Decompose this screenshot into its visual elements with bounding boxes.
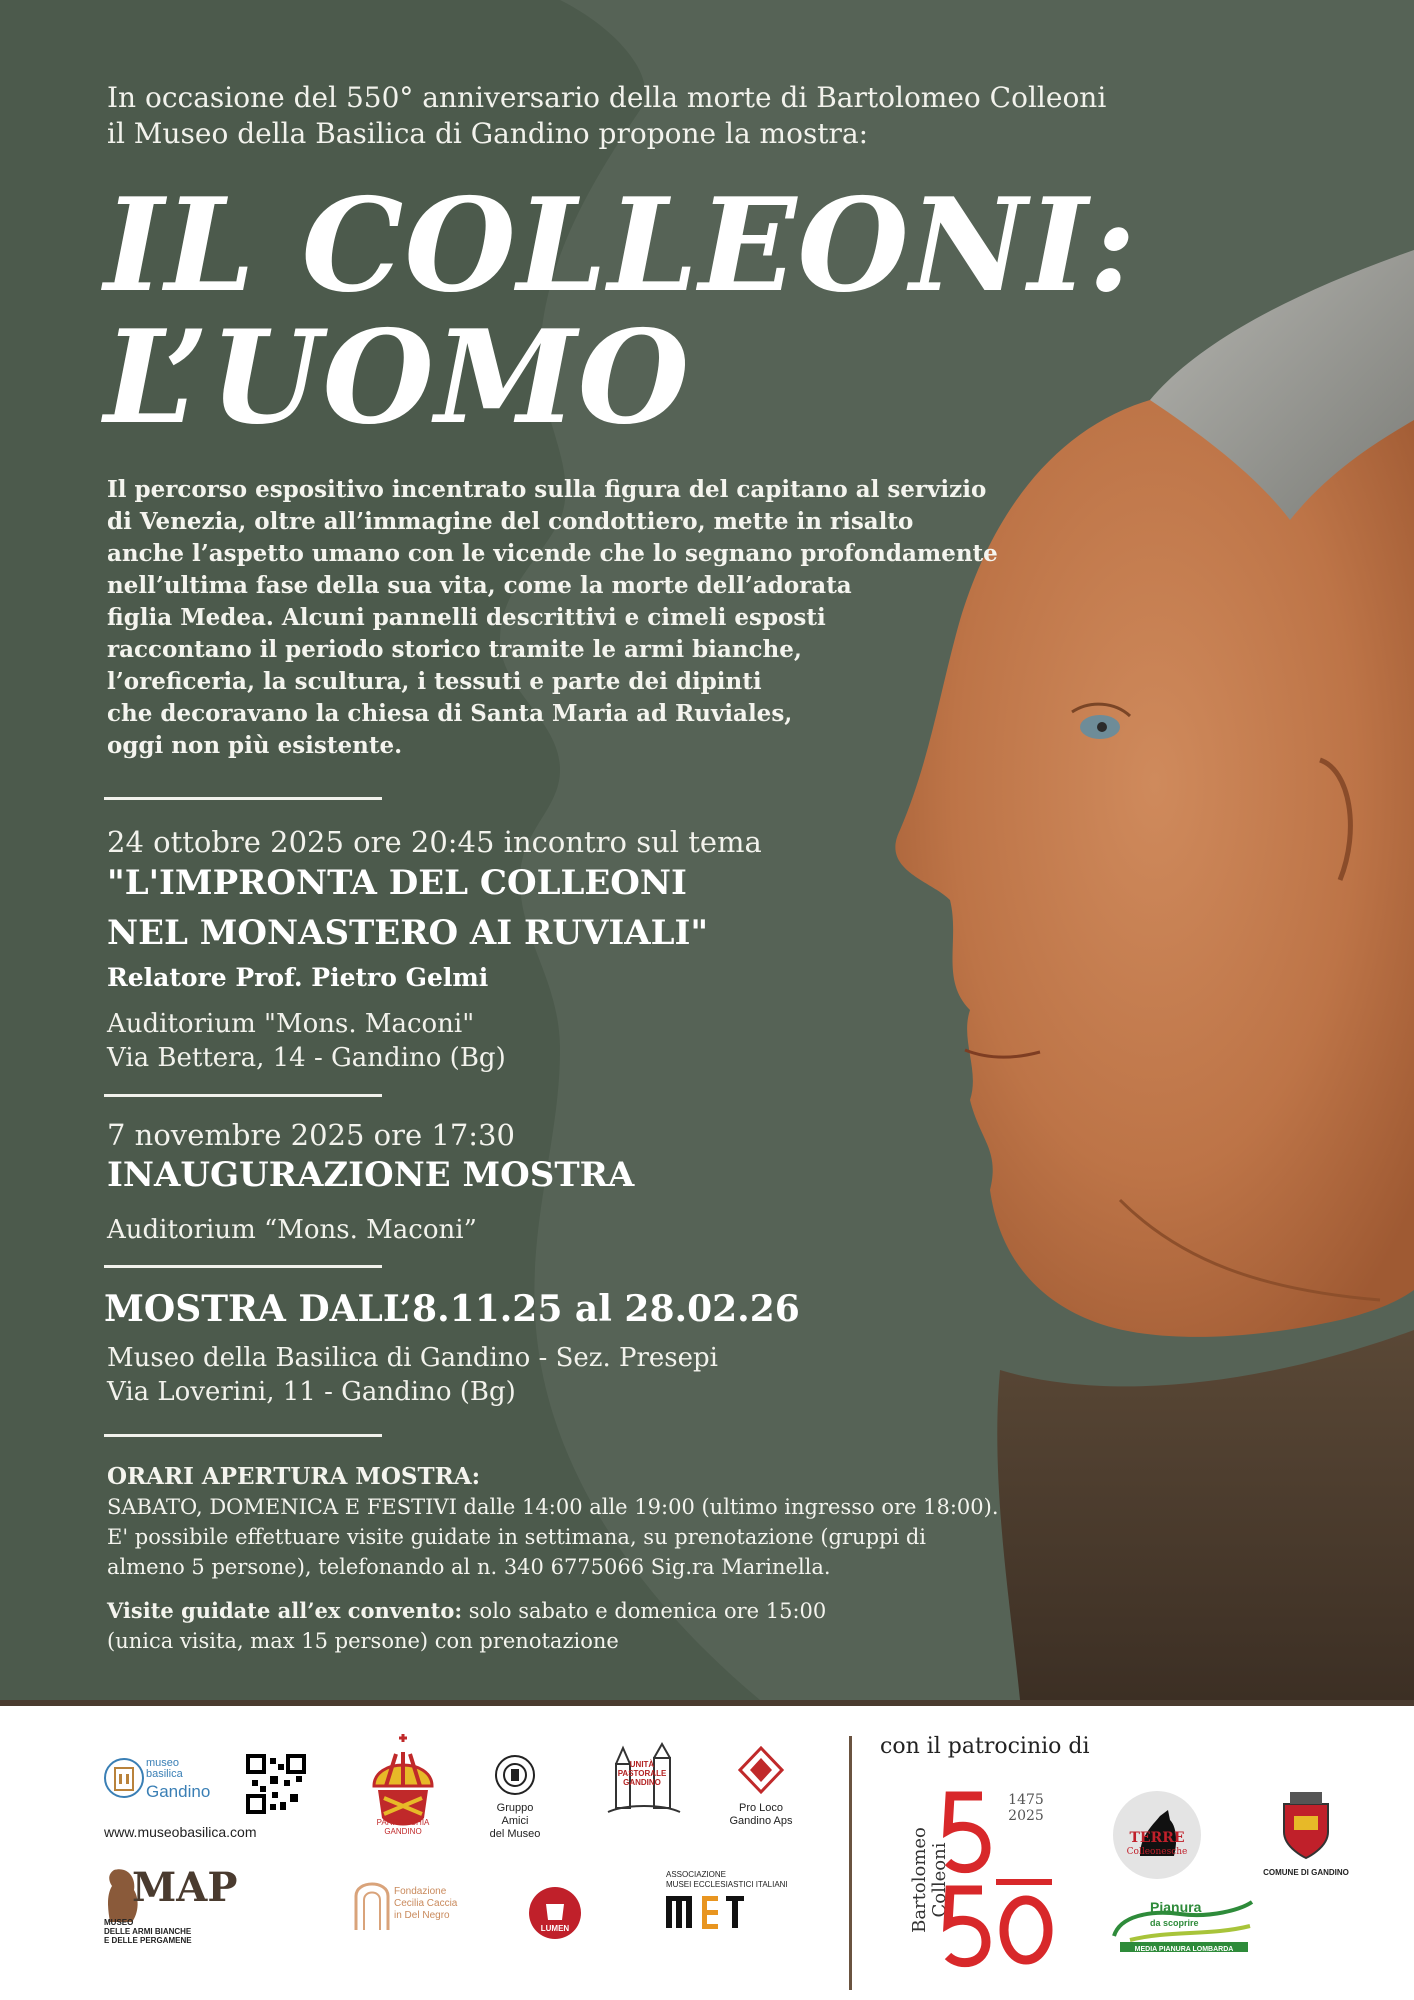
fondazione-word: Fondazione — [394, 1886, 447, 1897]
description-line: Il percorso espositivo incentrato sulla figura del capitano al servizio — [107, 476, 987, 503]
amei-word: ASSOCIAZIONE — [666, 1870, 727, 1879]
qr-code-icon[interactable] — [246, 1754, 306, 1814]
map-word: DELLE ARMI BIANCHE — [104, 1927, 192, 1936]
gruppo-amici-logo — [494, 1754, 536, 1796]
event1-speaker: Relatore Prof. Pietro Gelmi — [107, 963, 489, 992]
comune-caption: COMUNE DI GANDINO — [1263, 1868, 1349, 1877]
description-line: anche l’aspetto umano con le vicende che lo segnano profondamente — [107, 540, 998, 567]
hours-line-3: almeno 5 persone), telefonando al n. 340 6775066 Sig.ra Marinella. — [107, 1555, 831, 1579]
patronage-divider — [849, 1736, 852, 1990]
sponsor-footer — [0, 1706, 1414, 2000]
terre-word: TERRE — [1129, 1830, 1185, 1846]
map-word: E DELLE PERGAMENE — [104, 1936, 192, 1945]
pastorale-word: PASTORALE — [617, 1769, 667, 1778]
pro-loco-logo — [738, 1746, 784, 1796]
pastorale-word: UNITÀ — [629, 1760, 655, 1769]
pianura-subtitle: MEDIA PIANURA LOMBARDA — [1134, 1946, 1234, 1953]
amei-caption — [666, 1870, 826, 1890]
event1-title-line-1: "L'IMPRONTA DEL COLLEONI — [107, 863, 687, 903]
parrocchia-word: PARROCCHIA — [376, 1818, 430, 1827]
fondazione-caption — [394, 1886, 474, 1922]
intro-line-2: il Museo della Basilica di Gandino propone la mostra: — [107, 117, 869, 150]
anniv-year: 2025 — [1008, 1808, 1044, 1824]
convent-line-2: (unica visita, max 15 persone) con prenotazione — [107, 1629, 619, 1653]
hours-line-1: SABATO, DOMENICA E FESTIVI dalle 14:00 alle 19:00 (ultimo ingresso ore 18:00). — [107, 1495, 999, 1519]
anniv-name-word: Colleoni — [929, 1842, 950, 1918]
unita-pastorale-caption — [612, 1760, 672, 1787]
amei-logo-mark — [666, 1896, 750, 1936]
gruppo-amici-caption — [482, 1802, 548, 1841]
lumen-caption: LUMEN — [540, 1924, 570, 1933]
hours-line-2: E' possibile effettuare visite guidate in settimana, su prenotazione (gruppi di — [107, 1525, 926, 1549]
pianura-caption — [1150, 1900, 1240, 1930]
museo-logo-word: museo — [146, 1757, 180, 1769]
terre-caption — [1112, 1832, 1202, 1858]
pianura-word: da scoprire — [1150, 1918, 1199, 1928]
description-line: raccontano il periodo storico tramite le armi bianche, — [107, 636, 802, 663]
event1-title-line-2: NEL MONASTERO AI RUVIALI" — [107, 913, 709, 953]
description-line: oggi non più esistente. — [107, 732, 403, 759]
event2-date: 7 novembre 2025 ore 17:30 — [107, 1118, 515, 1152]
museo-logo-word: Gandino — [146, 1782, 211, 1801]
exhibition-description — [107, 474, 1027, 762]
map-caption — [104, 1918, 214, 1945]
patronage-label: con il patrocinio di — [880, 1734, 1090, 1759]
exhibit-dates: MOSTRA DALL’8.11.25 al 28.02.26 — [104, 1288, 800, 1330]
fondazione-word: in Del Negro — [394, 1910, 450, 1921]
event2-place: Auditorium “Mons. Maconi” — [107, 1215, 477, 1245]
exhibition-title — [104, 171, 1137, 453]
hours-heading: ORARI APERTURA MOSTRA: — [107, 1463, 481, 1490]
map-logo-mark: MAP — [132, 1864, 238, 1911]
exhibit-place-line-1: Museo della Basilica di Gandino - Sez. Presepi — [107, 1343, 718, 1373]
museo-basilica-logo — [104, 1752, 234, 1808]
pastorale-word: GANDINO — [623, 1778, 661, 1787]
divider-rule — [104, 1265, 382, 1268]
fondazione-arch-icon — [352, 1874, 392, 1932]
opening-hours — [107, 1462, 1107, 1656]
description-line: di Venezia, oltre all’immagine del condottiero, mette in risalto — [107, 508, 914, 535]
amici-word: del Museo — [489, 1828, 541, 1840]
divider-rule — [104, 797, 382, 800]
description-line: nell’ultima fase della sua vita, come la morte dell’adorata — [107, 572, 852, 599]
anniversary-name — [900, 1790, 950, 1970]
proloco-word: Gandino Aps — [729, 1815, 793, 1827]
convent-text: solo sabato e domenica ore 15:00 — [462, 1599, 827, 1623]
pro-loco-caption — [724, 1802, 798, 1828]
parrocchia-word: GANDINO — [384, 1827, 422, 1836]
title-line-1: IL COLLEONI: — [104, 171, 1137, 321]
intro-text — [107, 80, 1106, 152]
comune-gandino-crest-icon — [1278, 1790, 1334, 1860]
divider-rule — [104, 1434, 382, 1437]
intro-line-1: In occasione del 550° anniversario della morte di Bartolomeo Colleoni — [107, 81, 1107, 114]
museo-logo-word: basilica — [146, 1768, 183, 1780]
description-line: l’oreficeria, la scultura, i tessuti e parte dei dipinti — [107, 668, 762, 695]
fondazione-word: Cecilia Caccia — [394, 1898, 458, 1909]
anniv-name-word: Bartolomeo — [909, 1827, 930, 1933]
anniv-year: 1475 — [1008, 1792, 1044, 1808]
event1-place-line-1: Auditorium "Mons. Maconi" — [107, 1009, 475, 1039]
description-line: che decoravano la chiesa di Santa Maria ad Ruviales, — [107, 700, 793, 727]
event1-date: 24 ottobre 2025 ore 20:45 incontro sul tema — [107, 825, 762, 859]
convent-label: Visite guidate all’ex convento: — [107, 1598, 463, 1623]
description-line: figlia Medea. Alcuni pannelli descrittivi e cimeli esposti — [107, 604, 826, 631]
exhibit-place-line-2: Via Loverini, 11 - Gandino (Bg) — [107, 1377, 516, 1407]
divider-rule — [104, 1094, 382, 1097]
amici-word: Gruppo Amici — [496, 1802, 534, 1827]
pianura-word: Pianura — [1150, 1899, 1202, 1915]
map-word: MUSEO — [104, 1918, 134, 1927]
terre-word: Colleonesche — [1126, 1847, 1188, 1857]
title-line-2: L’UOMO — [104, 303, 691, 453]
anniversary-years — [996, 1792, 1056, 1824]
proloco-word: Pro Loco — [738, 1802, 784, 1814]
event1-place-line-2: Via Bettera, 14 - Gandino (Bg) — [107, 1043, 506, 1073]
website-link[interactable]: www.museobasilica.com — [104, 1824, 257, 1840]
event2-title: INAUGURAZIONE MOSTRA — [107, 1155, 635, 1195]
amei-word: MUSEI ECCLESIASTICI ITALIANI — [666, 1880, 788, 1889]
